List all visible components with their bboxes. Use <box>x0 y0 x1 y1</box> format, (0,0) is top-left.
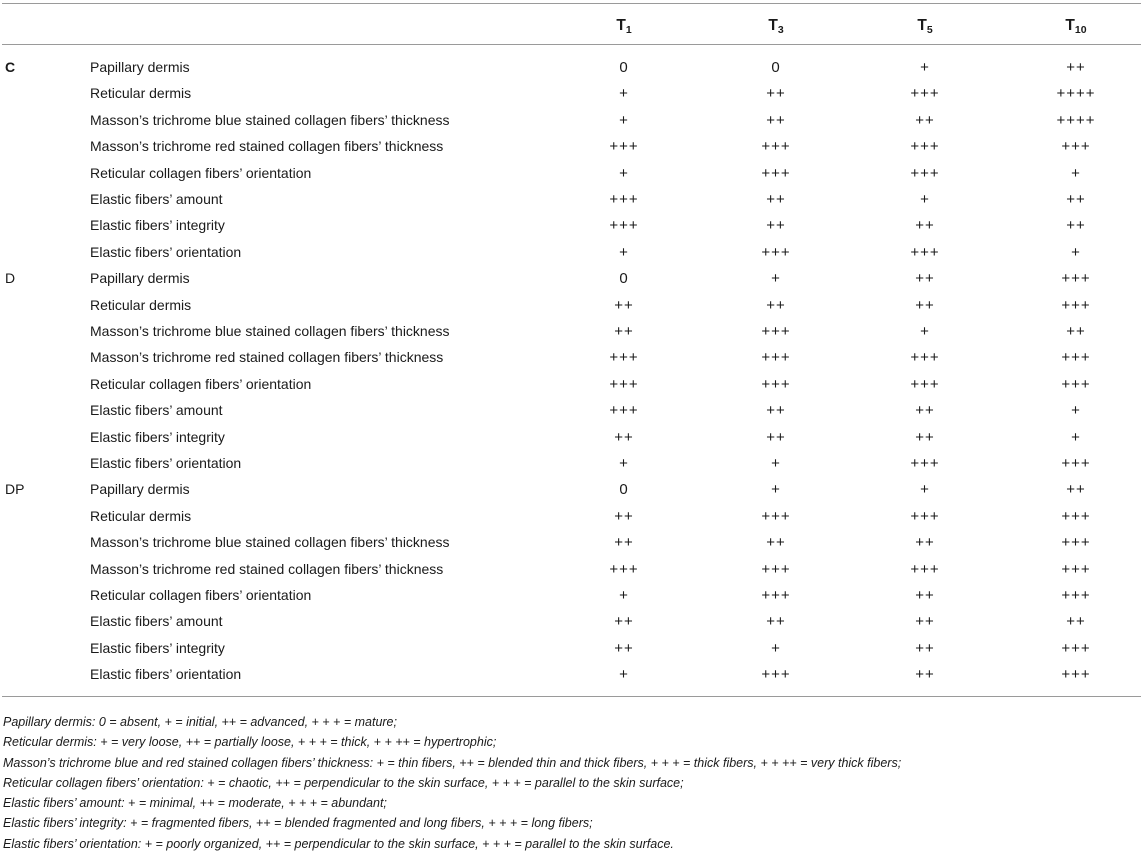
value-cell: ++ <box>1066 481 1086 499</box>
value-cell: ++ <box>766 428 786 446</box>
value-cell: + <box>920 323 930 340</box>
footnote-line: Elastic fibers’ orientation: + = poorly organized, ++ = perpendicular to the skin surface, + + + = parallel to the skin surface. <box>3 836 674 851</box>
value-cell: + <box>619 666 629 684</box>
value-cell: + <box>619 243 629 261</box>
value-cell: +++ <box>761 138 791 156</box>
value-cell: ++ <box>766 402 786 420</box>
value-cell: ++ <box>766 534 786 552</box>
table-row <box>0 217 1144 243</box>
value-cell: +++ <box>609 191 639 208</box>
bottom-rule <box>2 696 1141 697</box>
value-cell: +++ <box>910 375 940 393</box>
value-cell: ++ <box>915 666 935 684</box>
parameter-label: Papillary dermis <box>90 59 190 75</box>
value-cell: +++ <box>609 402 639 420</box>
value-cell: +++ <box>1061 296 1091 314</box>
value-cell: +++ <box>609 217 639 235</box>
table-row <box>0 376 1144 402</box>
parameter-label: Elastic fibers’ orientation <box>90 243 242 260</box>
table-row <box>0 402 1144 428</box>
value-cell: +++ <box>910 85 940 103</box>
value-cell: + <box>920 191 930 208</box>
parameter-label: Papillary dermis <box>90 270 190 287</box>
value-cell: +++ <box>1061 507 1091 525</box>
value-cell: ++ <box>1066 59 1086 76</box>
footnote-line: Elastic fibers’ integrity: + = fragmented fibers, ++ = blended fragmented and long fibers, + + + = long fibers; <box>3 816 593 831</box>
table-row <box>0 244 1144 270</box>
parameter-label: Masson’s trichrome red stained collagen fibers’ thickness <box>90 138 444 155</box>
value-cell: + <box>619 111 629 129</box>
parameter-label: Masson’s trichrome blue stained collagen fibers’ thickness <box>90 534 450 551</box>
value-cell: ++ <box>766 613 786 631</box>
value-cell: ++ <box>915 111 935 129</box>
table-row <box>0 297 1144 323</box>
group-label: C <box>5 59 16 75</box>
table-row <box>0 561 1144 587</box>
parameter-label: Masson’s trichrome blue stained collagen fibers’ thickness <box>90 111 450 128</box>
col-header-t3: $T_3$ <box>768 17 784 36</box>
value-cell: ++ <box>766 85 786 103</box>
value-cell: ++ <box>915 587 935 604</box>
value-cell: +++ <box>761 323 791 340</box>
value-cell: ++ <box>614 613 634 631</box>
value-cell: + <box>920 481 930 499</box>
parameter-label: Reticular dermis <box>90 85 192 102</box>
table-row <box>0 508 1144 534</box>
parameter-label: Reticular collagen fibers’ orientation <box>90 164 312 181</box>
value-cell: ++ <box>1066 191 1086 208</box>
value-cell: +++ <box>761 375 791 393</box>
parameter-label: Elastic fibers’ orientation <box>90 455 242 471</box>
value-cell: +++ <box>1061 455 1091 472</box>
value-cell: ++ <box>614 534 634 552</box>
value-cell: +++ <box>1061 349 1091 367</box>
table-row <box>0 349 1144 375</box>
value-cell: + <box>1071 402 1081 420</box>
value-cell: 0 <box>619 481 629 499</box>
col-header-t10: $T_{10}$ <box>1065 17 1087 36</box>
value-cell: + <box>619 587 629 604</box>
parameter-label: Reticular collagen fibers’ orientation <box>90 587 312 603</box>
value-cell: + <box>619 164 629 182</box>
table-row <box>0 138 1144 164</box>
footnote-line: Reticular dermis: + = very loose, ++ = partially loose, + + + = thick, + + ++ = hypertrophic; <box>3 735 497 750</box>
table-row <box>0 112 1144 138</box>
value-cell: + <box>920 59 930 76</box>
value-cell: ++ <box>766 191 786 208</box>
table-row <box>0 429 1144 455</box>
value-cell: +++ <box>609 375 639 393</box>
table-row <box>0 613 1144 639</box>
value-cell: +++ <box>1061 270 1091 288</box>
parameter-label: Masson’s trichrome blue stained collagen fibers’ thickness <box>90 323 450 339</box>
table-row <box>0 455 1144 481</box>
value-cell: ++ <box>915 639 935 657</box>
table-row <box>0 587 1144 613</box>
value-cell: +++ <box>910 164 940 182</box>
parameter-label: Elastic fibers’ amount <box>90 613 223 630</box>
table-row <box>0 85 1144 111</box>
value-cell: 0 <box>771 59 781 76</box>
value-cell: 0 <box>619 270 629 288</box>
value-cell: ++ <box>614 323 634 340</box>
table-row <box>0 191 1144 217</box>
value-cell: + <box>1071 428 1081 446</box>
table-row <box>0 270 1144 296</box>
value-cell: +++ <box>1061 534 1091 552</box>
value-cell: + <box>1071 243 1081 261</box>
value-cell: +++ <box>609 560 639 578</box>
value-cell: + <box>771 270 781 288</box>
value-cell: +++ <box>1061 587 1091 604</box>
value-cell: ++ <box>766 111 786 129</box>
value-cell: +++ <box>910 349 940 367</box>
table-row <box>0 640 1144 666</box>
value-cell: +++ <box>1061 138 1091 156</box>
value-cell: +++ <box>1061 375 1091 393</box>
col-header-t5: $T_5$ <box>917 17 933 36</box>
value-cell: ++ <box>915 296 935 314</box>
group-label: D <box>5 270 16 287</box>
value-cell: +++ <box>761 587 791 604</box>
value-cell: +++ <box>1061 639 1091 657</box>
table-row <box>0 666 1144 692</box>
value-cell: +++ <box>761 243 791 261</box>
parameter-label: Papillary dermis <box>90 481 190 498</box>
value-cell: +++ <box>1061 666 1091 684</box>
value-cell: +++ <box>910 507 940 525</box>
top-rule <box>2 3 1141 4</box>
parameter-label: Elastic fibers’ integrity <box>90 217 225 234</box>
table-row <box>0 165 1144 191</box>
value-cell: + <box>619 85 629 103</box>
value-cell: +++ <box>761 349 791 367</box>
value-cell: +++ <box>910 455 940 472</box>
value-cell: ++ <box>614 639 634 657</box>
value-cell: +++ <box>609 138 639 156</box>
group-label: DP <box>5 481 25 498</box>
value-cell: ++ <box>915 402 935 420</box>
value-cell: ++ <box>915 270 935 288</box>
value-cell: ++ <box>1066 217 1086 235</box>
value-cell: ++++ <box>1056 111 1096 129</box>
value-cell: 0 <box>619 59 629 76</box>
parameter-label: Elastic fibers’ integrity <box>90 639 225 656</box>
value-cell: + <box>771 639 781 657</box>
parameter-label: Elastic fibers’ integrity <box>90 428 225 445</box>
value-cell: +++ <box>761 507 791 525</box>
parameter-label: Elastic fibers’ orientation <box>90 666 242 683</box>
header-rule <box>2 44 1141 45</box>
table-row <box>0 534 1144 560</box>
table-row <box>0 481 1144 507</box>
parameter-label: Reticular dermis <box>90 507 192 524</box>
value-cell: ++ <box>614 428 634 446</box>
value-cell: ++ <box>915 428 935 446</box>
value-cell: +++ <box>910 560 940 578</box>
value-cell: ++ <box>915 534 935 552</box>
footnote-line: Papillary dermis: 0 = absent, + = initial, ++ = advanced, + + + = mature; <box>3 715 397 729</box>
value-cell: ++ <box>1066 323 1086 340</box>
parameter-label: Masson’s trichrome red stained collagen fibers’ thickness <box>90 560 444 577</box>
col-header-t1: $T_1$ <box>616 17 632 36</box>
value-cell: + <box>619 455 629 472</box>
value-cell: +++ <box>1061 560 1091 578</box>
value-cell: ++ <box>915 217 935 235</box>
value-cell: +++ <box>761 560 791 578</box>
value-cell: ++ <box>614 507 634 525</box>
value-cell: + <box>1071 164 1081 182</box>
value-cell: ++++ <box>1056 85 1096 103</box>
value-cell: ++ <box>766 217 786 235</box>
footnotes <box>3 712 901 854</box>
value-cell: +++ <box>910 243 940 261</box>
value-cell: + <box>771 481 781 499</box>
footnote-line: Elastic fibers’ amount: + = minimal, ++ = moderate, + + + = abundant; <box>3 796 387 811</box>
value-cell: +++ <box>761 666 791 684</box>
footnote-line: Masson’s trichrome blue and red stained collagen fibers’ thickness: + = thin fibers, ++ = blended thin and thick fibers, + + + = thick fibers, + + ++ = very thick fibers; <box>3 755 902 770</box>
value-cell: ++ <box>915 613 935 631</box>
parameter-label: Reticular collagen fibers’ orientation <box>90 375 312 392</box>
value-cell: ++ <box>766 296 786 314</box>
parameter-label: Reticular dermis <box>90 296 192 313</box>
parameter-label: Elastic fibers’ amount <box>90 402 223 419</box>
parameter-label: Masson’s trichrome red stained collagen fibers’ thickness <box>90 349 444 366</box>
value-cell: +++ <box>910 138 940 156</box>
parameter-label: Elastic fibers’ amount <box>90 191 223 207</box>
value-cell: +++ <box>609 349 639 367</box>
value-cell: ++ <box>1066 613 1086 631</box>
value-cell: ++ <box>614 296 634 314</box>
footnote-line: Reticular collagen fibers’ orientation: + = chaotic, ++ = perpendicular to the skin surface, + + + = parallel to the skin surface; <box>3 775 684 790</box>
value-cell: +++ <box>761 164 791 182</box>
table-row <box>0 59 1144 85</box>
value-cell: + <box>771 455 781 472</box>
table-row <box>0 323 1144 349</box>
